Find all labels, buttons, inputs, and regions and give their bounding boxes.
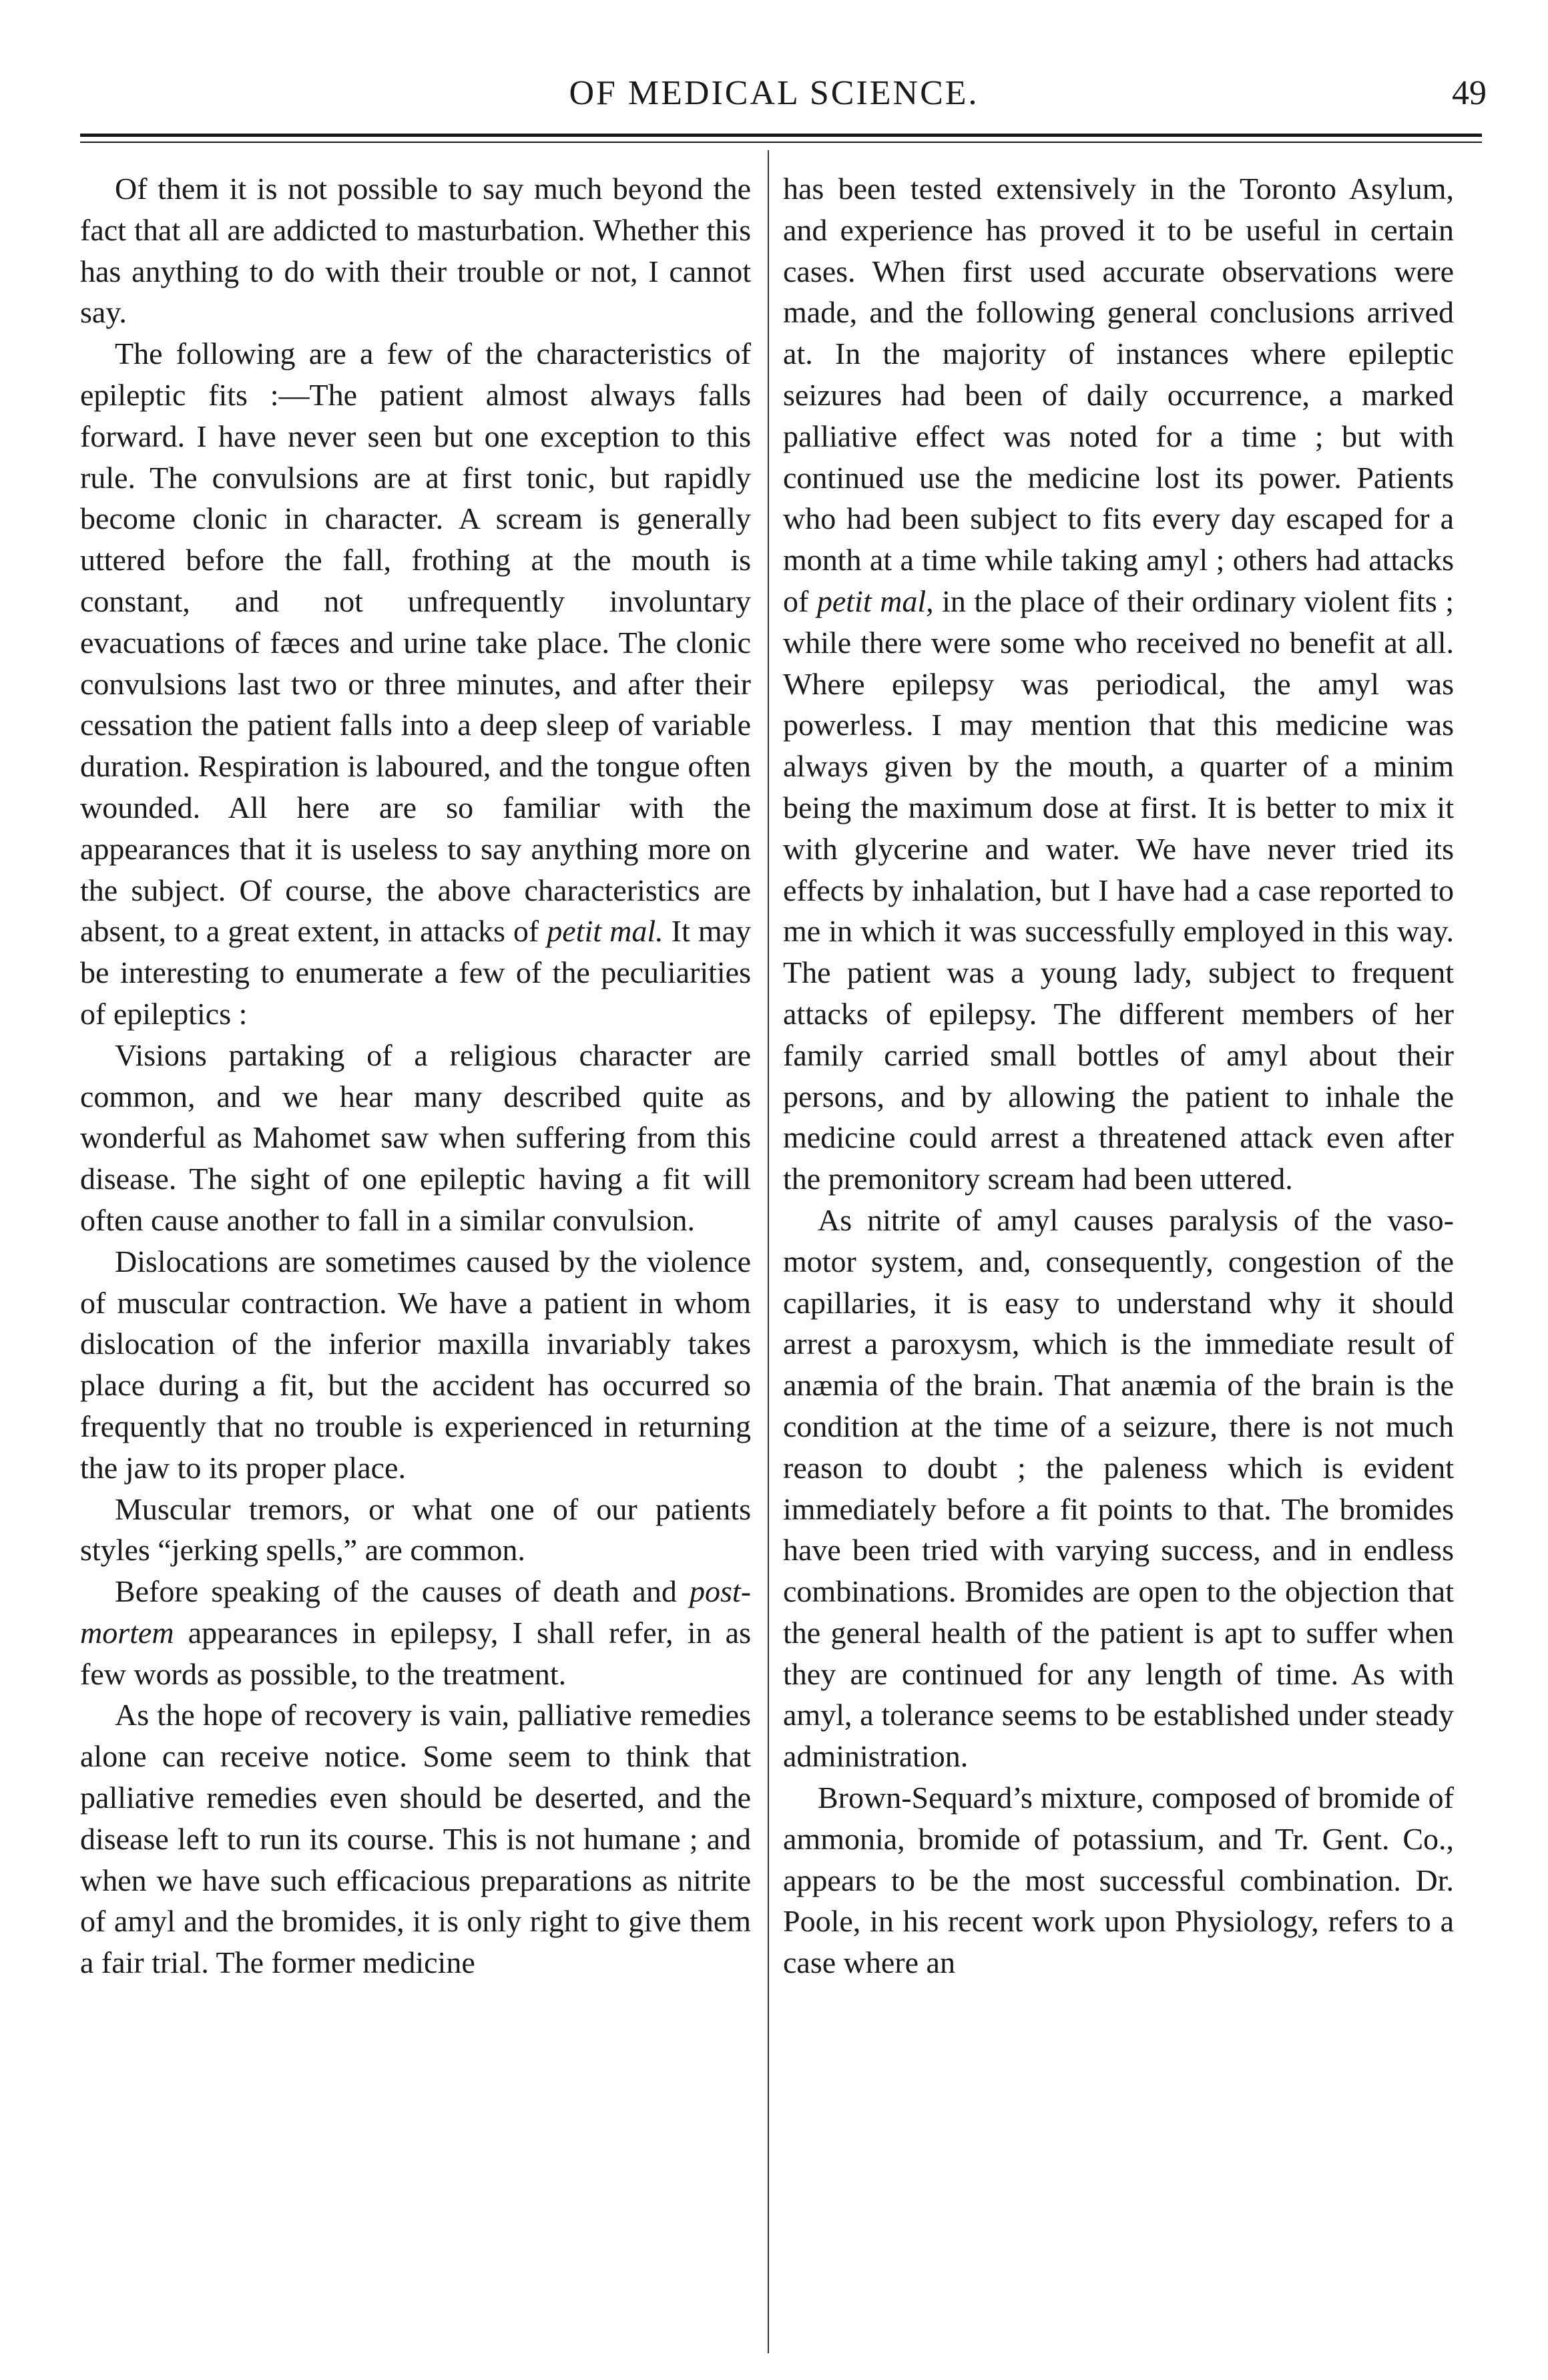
paragraph: [783, 1777, 1454, 1983]
paragraph-text: Brown-Sequard’s mixture, composed of bromide of ammonia, bromide of potassium, and Tr. Gent. Co., appears to be the most successful combination. Dr. Poole, in his recent work upon Physiology, refers to a case where an: [783, 1780, 1454, 1980]
paragraph: [783, 1200, 1454, 1777]
running-title: OF MEDICAL SCIENCE.: [569, 74, 979, 112]
paragraph-text: It may be interesting to enumerate a few of the peculiarities of epileptics :: [80, 914, 751, 1031]
paragraph-text: Muscular tremors, or what one of our patients styles “jerking spells,” are common.: [80, 1491, 751, 1568]
italic-text: post-mortem: [80, 1574, 751, 1650]
running-head: [0, 67, 1548, 120]
paragraph: [80, 168, 751, 333]
left-column: [80, 168, 751, 2358]
paragraph-text: As nitrite of amyl causes paralysis of the vaso-motor system, and, consequently, congestion of the capillaries, it is easy to understand why it should arrest a paroxysm, which is the immediate result of anæmia of the brain. That anæmia of the brain is the condition at the time of a seizure, there is not much reason to doubt ; the paleness which is evident immediately before a fit points to that. The bromides have been tried with varying success, and in endless combinations. Bromides are open to the objection that the general health of the patient is apt to suffer when they are continued for any length of time. As with amyl, a tolerance seems to be established under steady administration.: [783, 1202, 1454, 1774]
paragraph-text: has been tested extensively in the Toronto Asylum, and experience has proved it to be useful in certain cases. When first used accurate observations were made, and the following general conclusions arrived at. In the majority of instances where epileptic seizures had been of daily occurrence, a marked palliative effect was noted for a time ; but with continued use the medicine lost its power. Patients who had been subject to fits every day escaped for a month at a time while taking amyl ; others had attacks of: [783, 172, 1454, 618]
paragraph: [80, 1241, 751, 1489]
paragraph: [80, 1489, 751, 1572]
italic-text: petit mal,: [816, 583, 934, 618]
page-number: 49: [1452, 74, 1487, 112]
header-rule: [80, 134, 1482, 137]
paragraph: [80, 333, 751, 1035]
paragraph: [783, 168, 1454, 1200]
paragraph-text: Of them it is not possible to say much beyond the fact that all are addicted to masturbation. Whether this has anything to do with their trouble or not, I cannot say.: [80, 172, 751, 330]
paragraph-text: As the hope of recovery is vain, palliative remedies alone can receive notice. Some seem to think that palliative remedies even should be deserted, and the disease left to run its course. This is not humane ; and when we have such efficacious preparations as nitrite of amyl and the bromides, it is only right to give them a fair trial. The former medicine: [80, 1698, 751, 1980]
italic-text: petit mal.: [547, 914, 664, 949]
paragraph-text: Dislocations are sometimes caused by the violence of muscular contraction. We have a patient in whom dislocation of the inferior maxilla invariably takes place during a fit, but the accident has occurred so frequently that no trouble is experienced in returning the jaw to its proper place.: [80, 1244, 751, 1485]
paragraph-text: Before speaking of the causes of death and: [115, 1574, 677, 1609]
paragraph-text: Visions partaking of a religious character are common, and we hear many described quite as wonderful as Mahomet saw when suffering from this disease. The sight of one epileptic having a fit will often cause another to fall in a similar convulsion.: [80, 1037, 751, 1237]
paragraph-text: appearances in epilepsy, I shall refer, in as few words as possible, to the treatment.: [80, 1615, 751, 1691]
right-column: [783, 168, 1454, 2358]
paragraph: [80, 1694, 751, 1983]
paragraph: [80, 1035, 751, 1241]
header-rule-thin: [80, 142, 1482, 143]
paragraph: [80, 1571, 751, 1694]
column-divider: [768, 150, 769, 2353]
paragraph-text: The following are a few of the characteristics of epileptic fits :—The patient almost always falls forward. I have never seen but one exception to this rule. The convulsions are at first tonic, but rapidly become clonic in character. A scream is generally uttered before the fall, frothing at the mouth is constant, and not unfrequently involuntary evacuations of fæces and urine take place. The clonic convulsions last two or three minutes, and after their cessation the patient falls into a deep sleep of variable duration. Respiration is laboured, and the tongue often wounded. All here are so familiar with the appearances that it is useless to say anything more on the subject. Of course, the above characteristics are absent, to a great extent, in attacks of: [80, 336, 751, 949]
paragraph-text: in the place of their ordinary violent fits ; while there were some who received no benefit at all. Where epilepsy was periodical, the amyl was powerless. I may mention that this medicine was always given by the mouth, a quarter of a minim being the maximum dose at first. It is better to mix it with glycerine and water. We have never tried its effects by inhalation, but I have had a case reported to me in which it was successfully employed in this way. The patient was a young lady, subject to frequent attacks of epilepsy. The different members of her family carried small bottles of amyl about their persons, and by allowing the patient to inhale the medicine could arrest a threatened attack even after the premonitory scream had been uttered.: [783, 583, 1454, 1196]
